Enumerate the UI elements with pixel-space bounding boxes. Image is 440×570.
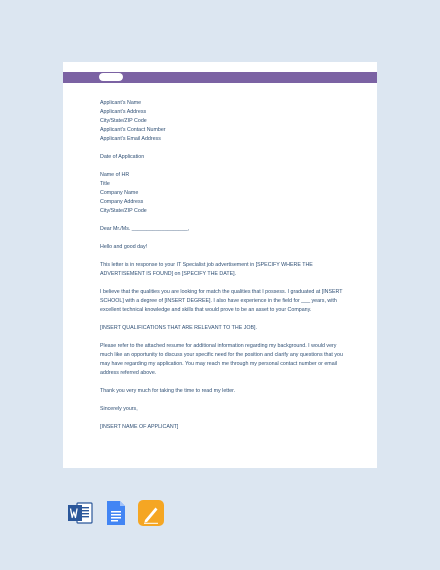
recipient-city: City/State/ZIP Code [100,208,147,214]
paragraph-5: Thank you very much for taking the time to read my letter. [100,388,236,394]
word-icon[interactable] [68,500,94,526]
recipient-block [100,171,346,216]
salutation: Dear Mr./Ms. ___________________, [100,226,190,232]
sender-block [100,99,346,144]
letter-body [100,99,346,441]
closing: Sincerely yours, [100,406,138,412]
paragraph-2: I believe that the qualities you are looking for match the qualities that I possess. I graduated at [INSERT SCHOOL] with a degree of [INSERT DEGREE]. I also have experience in the field for ___ years, with excellent technical knowledge and skills that would prove to be an asset to your Company. [100,289,343,313]
sender-city: City/State/ZIP Code [100,118,147,124]
sender-phone: Applicant’s Contact Number [100,127,166,133]
recipient-address: Company Address [100,199,144,205]
recipient-company: Company Name [100,190,139,196]
sender-name: Applicant’s Name [100,100,142,106]
recipient-name: Name of HR [100,172,130,178]
sender-email: Applicant’s Email Address [100,136,161,142]
letter-date: Date of Application [100,154,145,160]
recipient-title: Title [100,181,110,187]
paragraph-1: This letter is in response to your IT Specialist job advertisement in [SPECIFY WHERE THE ADVERTISEMENT IS FOUND] on [SPECIFY THE DATE]. [100,262,313,277]
header-tab [99,73,123,81]
header-band [63,72,377,83]
signature: [INSERT NAME OF APPLICANT] [100,424,179,430]
greeting: Hello and good day! [100,244,148,250]
pages-icon[interactable] [138,500,164,526]
letter-page [63,62,377,468]
sender-address: Applicant’s Address [100,109,147,115]
paragraph-3: [INSERT QUALIFICATIONS THAT ARE RELEVANT TO THE JOB]. [100,325,257,331]
paragraph-4: Please refer to the attached resume for additional information regarding my background. I would very much like an opportunity to discuss your specific need for the position and clarify any questions that you may have regarding my application. You may reach me through my personal contact number or email address referred above. [100,343,343,376]
google-docs-icon[interactable] [103,500,129,526]
